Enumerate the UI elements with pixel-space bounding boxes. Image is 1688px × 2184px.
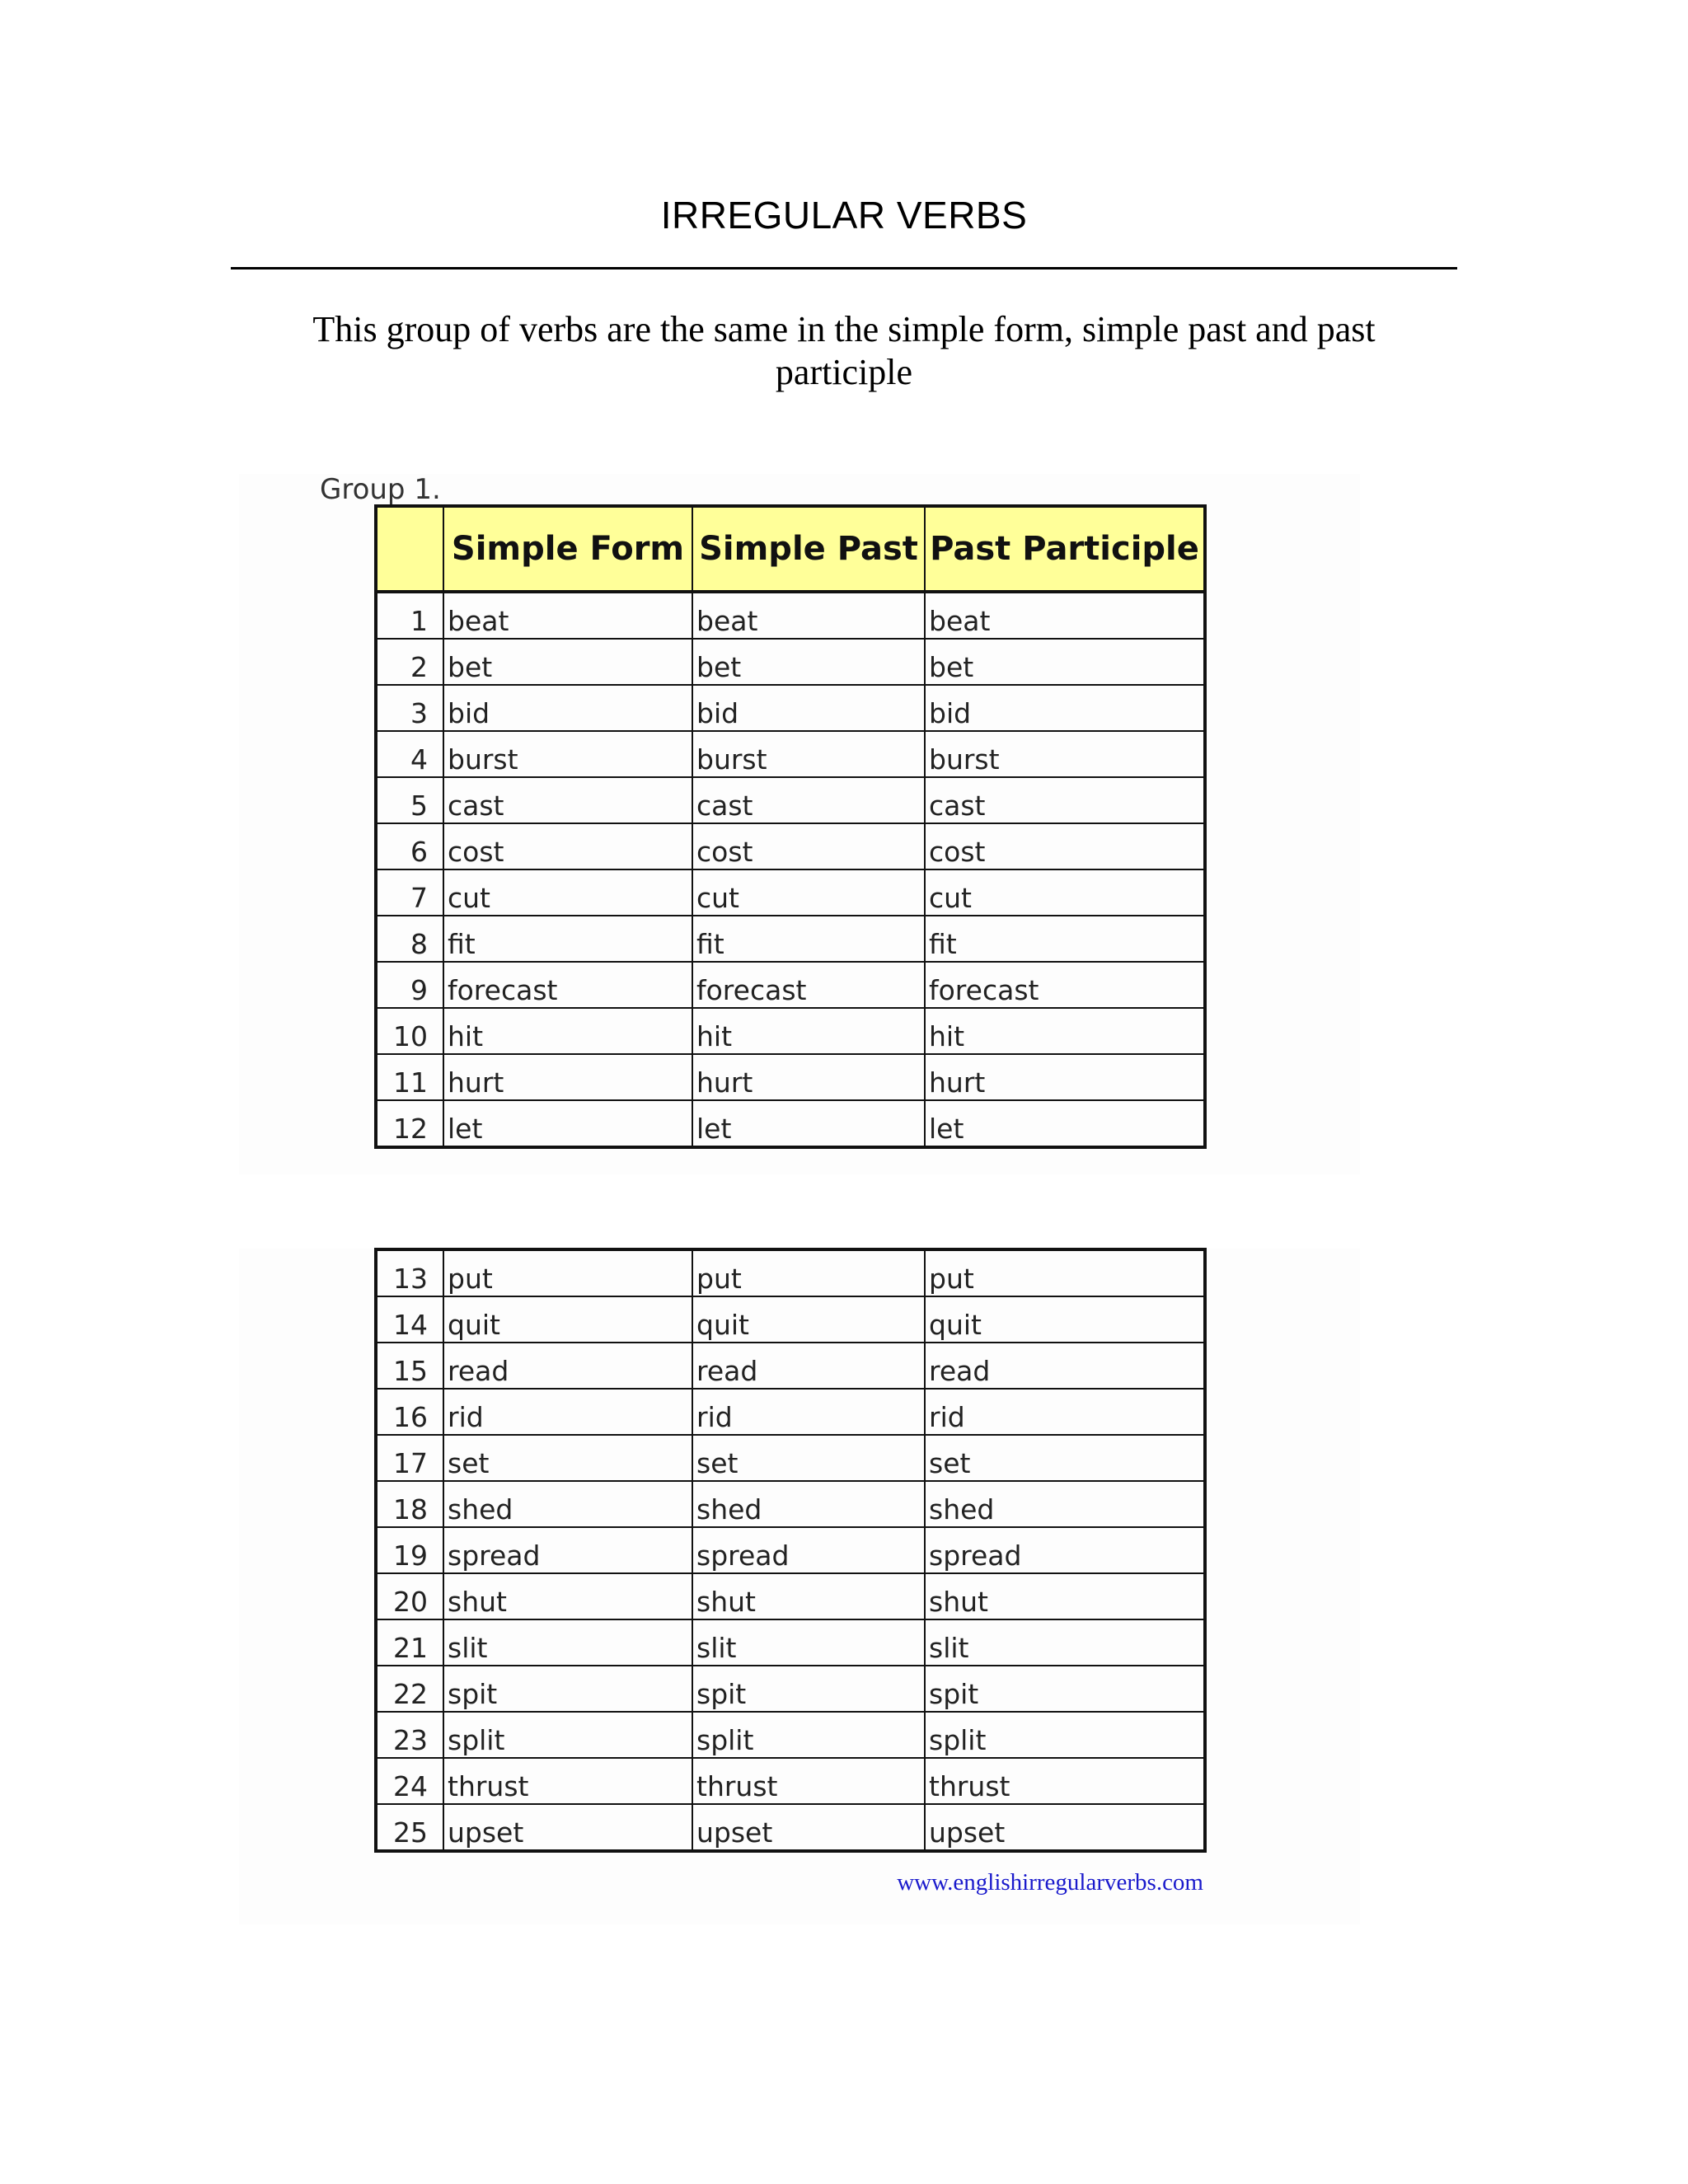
cell-past-participle: burst [925,731,1205,777]
cell-past-participle: hurt [925,1054,1205,1100]
cell-simple-past: upset [692,1804,925,1851]
cell-past-participle: cut [925,869,1205,916]
cell-simple-past: bid [692,685,925,731]
cell-past-participle: slit [925,1619,1205,1666]
cell-simple-past: hit [692,1008,925,1054]
cell-simple-form: hurt [443,1054,692,1100]
cell-past-participle: bid [925,685,1205,731]
cell-simple-past: spit [692,1666,925,1712]
table-row [376,1343,1205,1389]
cell-past-participle: let [925,1100,1205,1147]
cell-simple-form: split [443,1712,692,1758]
row-number: 24 [376,1758,443,1804]
cell-past-participle: forecast [925,962,1205,1008]
row-number: 17 [376,1435,443,1481]
intro-text: This group of verbs are the same in the simple form, simple past and past participle [312,309,1376,392]
table-row [376,685,1205,731]
row-number: 21 [376,1619,443,1666]
row-number: 16 [376,1389,443,1435]
cell-simple-form: cut [443,869,692,916]
cell-past-participle: shed [925,1481,1205,1527]
table-row [376,1008,1205,1054]
header-past-participle: Past Participle [925,506,1205,592]
cell-simple-form: shed [443,1481,692,1527]
table-row [376,1758,1205,1804]
page-title: IRREGULAR VERBS [660,194,1028,237]
table-row [376,1527,1205,1573]
cell-simple-past: beat [692,592,925,639]
verb-table-part-1 [374,504,1207,1149]
cell-simple-form: put [443,1249,692,1296]
header-simple-past: Simple Past [692,506,925,592]
cell-simple-past: burst [692,731,925,777]
cell-simple-form: spit [443,1666,692,1712]
cell-simple-past: bet [692,639,925,685]
cell-past-participle: thrust [925,1758,1205,1804]
cell-simple-past: shut [692,1573,925,1619]
cell-past-participle: spread [925,1527,1205,1573]
table-row [376,1435,1205,1481]
table-row [376,1712,1205,1758]
row-number: 22 [376,1666,443,1712]
cell-simple-form: burst [443,731,692,777]
row-number: 5 [376,777,443,823]
row-number: 12 [376,1100,443,1147]
cell-simple-past: put [692,1249,925,1296]
table-row [376,639,1205,685]
row-number: 9 [376,962,443,1008]
cell-simple-past: hurt [692,1054,925,1100]
table-row [376,1481,1205,1527]
cell-simple-past: read [692,1343,925,1389]
cell-simple-form: let [443,1100,692,1147]
table-row [376,592,1205,639]
table-row [376,1619,1205,1666]
cell-simple-past: forecast [692,962,925,1008]
table-row [376,1804,1205,1851]
cell-simple-form: set [443,1435,692,1481]
cell-simple-form: cast [443,777,692,823]
cell-simple-past: cut [692,869,925,916]
row-number: 3 [376,685,443,731]
cell-past-participle: rid [925,1389,1205,1435]
row-number: 2 [376,639,443,685]
cell-past-participle: beat [925,592,1205,639]
cell-past-participle: cast [925,777,1205,823]
cell-simple-form: shut [443,1573,692,1619]
cell-past-participle: hit [925,1008,1205,1054]
cell-simple-form: bet [443,639,692,685]
cell-simple-past: quit [692,1296,925,1343]
cell-simple-form: upset [443,1804,692,1851]
cell-simple-form: fit [443,916,692,962]
cell-past-participle: split [925,1712,1205,1758]
cell-past-participle: put [925,1249,1205,1296]
cell-past-participle: fit [925,916,1205,962]
row-number: 13 [376,1249,443,1296]
header-number [376,506,443,592]
row-number: 7 [376,869,443,916]
table-row [376,1573,1205,1619]
cell-simple-form: read [443,1343,692,1389]
group-label: Group 1. [320,473,441,506]
cell-simple-form: cost [443,823,692,869]
table-row [376,1100,1205,1147]
row-number: 23 [376,1712,443,1758]
cell-past-participle: quit [925,1296,1205,1343]
row-number: 10 [376,1008,443,1054]
cell-simple-past: spread [692,1527,925,1573]
cell-simple-past: fit [692,916,925,962]
row-number: 19 [376,1527,443,1573]
row-number: 20 [376,1573,443,1619]
row-number: 14 [376,1296,443,1343]
row-number: 25 [376,1804,443,1851]
verb-table-part-2 [374,1248,1207,1853]
cell-past-participle: cost [925,823,1205,869]
cell-simple-form: rid [443,1389,692,1435]
cell-simple-form: beat [443,592,692,639]
table-row [376,962,1205,1008]
table-row [376,1296,1205,1343]
cell-simple-past: set [692,1435,925,1481]
cell-simple-form: bid [443,685,692,731]
cell-simple-form: spread [443,1527,692,1573]
header-row [376,506,1205,592]
cell-simple-form: slit [443,1619,692,1666]
row-number: 4 [376,731,443,777]
row-number: 6 [376,823,443,869]
cell-simple-form: forecast [443,962,692,1008]
cell-past-participle: spit [925,1666,1205,1712]
cell-past-participle: bet [925,639,1205,685]
row-number: 15 [376,1343,443,1389]
table-row [376,777,1205,823]
cell-past-participle: read [925,1343,1205,1389]
title-divider [231,267,1457,269]
cell-simple-form: thrust [443,1758,692,1804]
cell-simple-past: shed [692,1481,925,1527]
table-row [376,731,1205,777]
table-row [376,869,1205,916]
cell-simple-form: hit [443,1008,692,1054]
cell-past-participle: upset [925,1804,1205,1851]
cell-simple-past: slit [692,1619,925,1666]
row-number: 1 [376,592,443,639]
cell-simple-form: quit [443,1296,692,1343]
cell-past-participle: shut [925,1573,1205,1619]
cell-simple-past: let [692,1100,925,1147]
table-row [376,823,1205,869]
cell-simple-past: cast [692,777,925,823]
source-link[interactable]: www.englishirregularverbs.com [897,1869,1203,1896]
cell-simple-past: cost [692,823,925,869]
table-row [376,1389,1205,1435]
row-number: 18 [376,1481,443,1527]
table-row [376,1249,1205,1296]
table-row [376,1666,1205,1712]
row-number: 11 [376,1054,443,1100]
table-row [376,916,1205,962]
cell-simple-past: split [692,1712,925,1758]
cell-simple-past: thrust [692,1758,925,1804]
table-row [376,1054,1205,1100]
cell-simple-past: rid [692,1389,925,1435]
header-simple-form: Simple Form [443,506,692,592]
row-number: 8 [376,916,443,962]
cell-past-participle: set [925,1435,1205,1481]
